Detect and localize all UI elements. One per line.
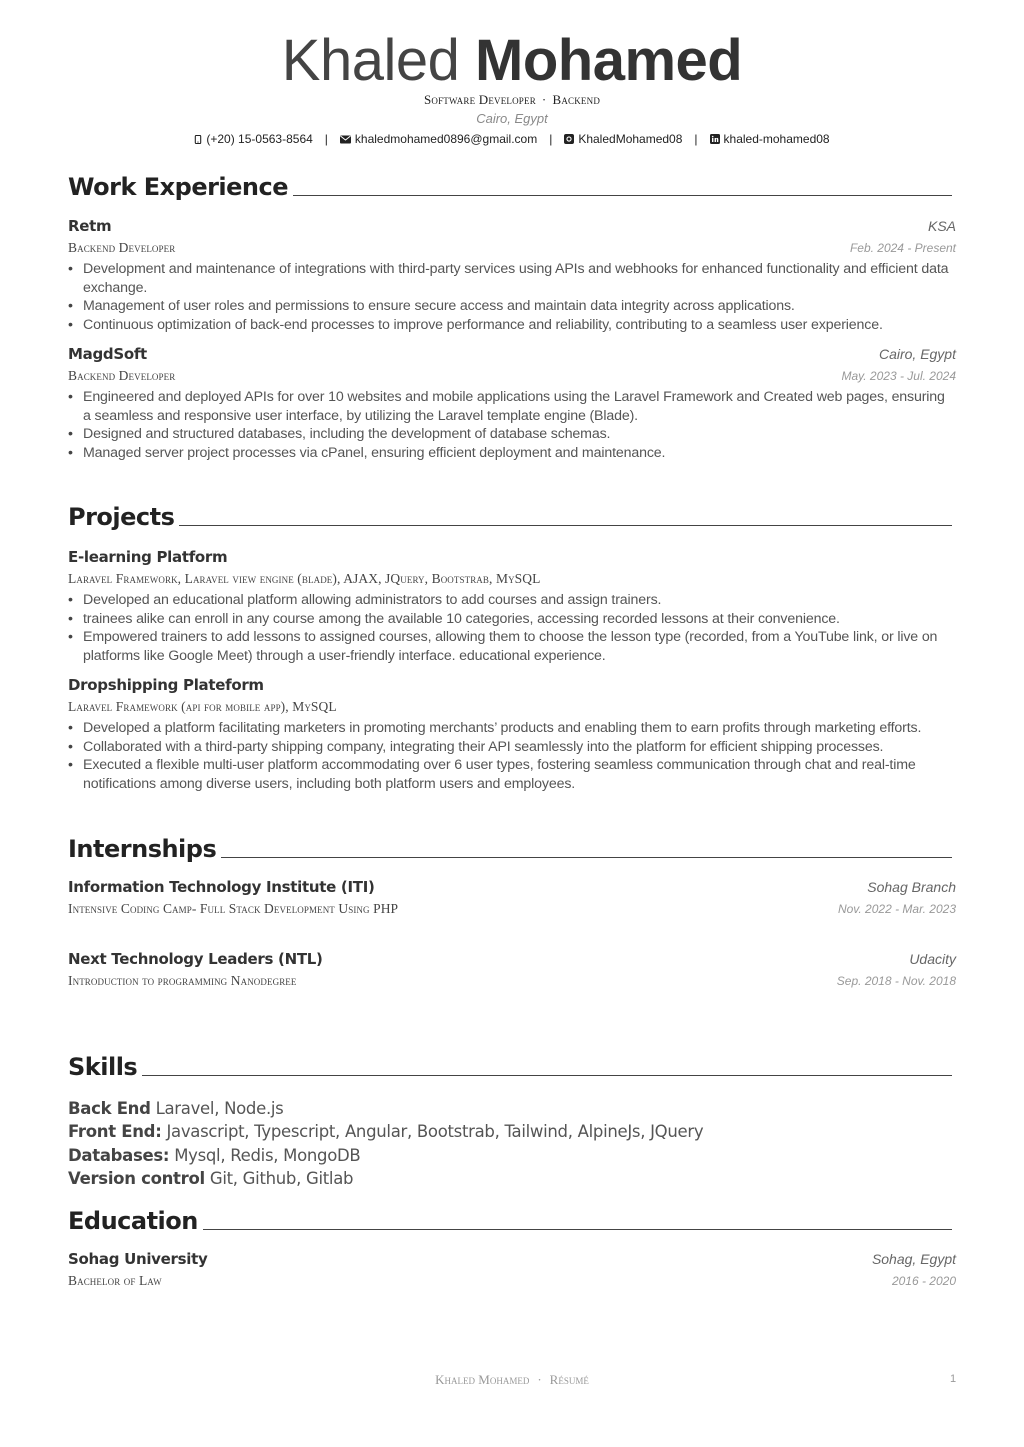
entry-role: Introduction to programming Nanodegree [68, 973, 297, 988]
entry-role: Backend Developer [68, 368, 176, 383]
section-title: Projects [68, 503, 175, 531]
entry-date: 2016 - 2020 [891, 1274, 956, 1288]
entry-organization: Next Technology Leaders (NTL) [68, 950, 323, 968]
section-title: Work Experience [68, 173, 289, 201]
contact-bar [0, 132, 1024, 146]
entry-location: Cairo, Egypt [878, 346, 956, 362]
position [0, 92, 1024, 108]
education-entry [68, 1250, 956, 1289]
section-title: Internships [68, 835, 217, 863]
skill-value: Mysql, Redis, MongoDB [174, 1145, 361, 1165]
entry-items [68, 260, 956, 334]
entry-location: Sohag, Egypt [871, 1251, 956, 1267]
github-username: KhaledMohamed08 [578, 132, 683, 146]
footer-name: Khaled Mohamed [435, 1372, 530, 1387]
project-entry [68, 676, 956, 793]
linkedin-handle: khaled-mohamed08 [723, 132, 830, 146]
section-heading [68, 835, 956, 863]
email-address: khaledmohamed0896@gmail.com [354, 132, 538, 146]
internships-section [68, 835, 956, 989]
section-rule [142, 1075, 952, 1076]
section-heading [68, 503, 956, 531]
contact-separator: | [549, 132, 553, 146]
entry-location: Udacity [909, 951, 956, 967]
page-number: 1 [950, 1373, 957, 1385]
skills-list [68, 1097, 956, 1190]
skill-label: Databases: [68, 1145, 170, 1165]
email-contact[interactable] [340, 132, 537, 146]
last-name: Mohamed [475, 28, 743, 93]
list-item: • Designed and structured databases, including the development of database schemas. [68, 425, 956, 444]
project-stack: Laravel Framework (api for mobile app), MySQL [68, 699, 337, 714]
section-rule [221, 857, 952, 858]
list-item: • Empowered trainers to add lessons to assigned courses, allowing them to choose the lesson type (recorded, from a YouTube link, or live on platforms like Google Meet) through a user-friendly interface. educational experience. [68, 628, 956, 665]
skill-row [68, 1097, 956, 1120]
project-name: E-learning Platform [68, 548, 228, 566]
footer-separator: · [537, 1372, 542, 1387]
entry-date: Sep. 2018 - Nov. 2018 [836, 974, 956, 988]
list-item: • Development and maintenance of integrations with third-party services using APIs and webhooks for enhanced functionality and efficient data exchange. [68, 260, 956, 297]
position-secondary: Backend [552, 92, 601, 107]
mobile-phone-icon [194, 135, 202, 144]
list-item: • Continuous optimization of back-end processes to improve performance and reliability, contributing to a seamless user experience. [68, 316, 956, 335]
list-item: • Engineered and deployed APIs for over 10 websites and mobile applications using the Laravel Framework and Created web pages, ensuring a seamless and responsive user interface, by utilizing the Laravel template engine (Blade). [68, 388, 956, 425]
work-entry [68, 345, 956, 462]
entry-location: KSA [927, 218, 956, 234]
skill-label: Version control [68, 1168, 205, 1188]
work-experience-section [68, 173, 956, 462]
internship-entry [68, 878, 956, 917]
project-stack: Laravel Framework, Laravel view engine (blade), AJAX, JQuery, Bootstrab, MySQL [68, 571, 541, 586]
github-icon [564, 134, 574, 144]
page-footer [0, 1372, 1024, 1388]
internship-entry [68, 950, 956, 989]
full-name [0, 30, 1024, 92]
section-heading [68, 1053, 956, 1081]
work-entry [68, 217, 956, 334]
entry-items [68, 719, 956, 793]
skill-label: Back End [68, 1099, 151, 1118]
entry-organization: Information Technology Institute (ITI) [68, 878, 375, 896]
list-item: • Managed server project processes via cPanel, ensuring efficient deployment and maintenance. [68, 444, 956, 463]
footer-doc-label: Résumé [549, 1372, 589, 1387]
list-item: • Collaborated with a third-party shipping company, integrating their API seamlessly into the platform for efficient shipping processes. [68, 738, 956, 757]
skill-value: Git, Github, Gitlab [209, 1168, 354, 1188]
skill-value: Laravel, Node.js [155, 1099, 284, 1118]
entry-date: Feb. 2024 - Present [849, 241, 956, 255]
entry-date: Nov. 2022 - Mar. 2023 [837, 902, 956, 916]
contact-separator: | [694, 132, 698, 146]
list-item: • Developed an educational platform allowing administrators to add courses and assign trainers. [68, 591, 956, 610]
entry-role: Backend Developer [68, 240, 176, 255]
address: Cairo, Egypt [476, 111, 548, 126]
section-rule [179, 525, 952, 526]
list-item: • Developed a platform facilitating marketers in promoting merchants’ products and enabling them to earn profits through marketing efforts. [68, 719, 956, 738]
entry-role: Bachelor of Law [68, 1273, 162, 1288]
skill-row [68, 1167, 956, 1190]
skill-value: Javascript, Typescript, Angular, Bootstrab, Tailwind, AlpineJs, JQuery [166, 1122, 704, 1142]
skills-section [68, 1053, 956, 1190]
entry-location: Sohag Branch [867, 879, 956, 895]
entry-role: Intensive Coding Camp- Full Stack Development Using PHP [68, 901, 399, 916]
section-heading [68, 173, 956, 201]
resume-header [0, 30, 1024, 146]
phone-number: (+20) 15-0563-8564 [206, 132, 313, 146]
skill-label: Front End: [68, 1122, 162, 1142]
projects-section [68, 503, 956, 793]
entry-items [68, 388, 956, 462]
github-contact[interactable] [564, 132, 682, 146]
entry-items [68, 591, 956, 665]
list-item: • Management of user roles and permissions to ensure secure access and maintain data integrity across applications. [68, 297, 956, 316]
linkedin-contact[interactable] [710, 132, 830, 146]
project-entry [68, 548, 956, 665]
entry-organization: MagdSoft [68, 345, 147, 363]
contact-separator: | [324, 132, 328, 146]
position-primary: Software Developer [423, 92, 536, 107]
entry-date: May. 2023 - Jul. 2024 [841, 369, 956, 383]
section-heading [68, 1207, 956, 1235]
phone-contact[interactable] [194, 132, 312, 146]
skill-row [68, 1120, 956, 1143]
first-name: Khaled [281, 28, 460, 93]
list-item: • trainees alike can enroll in any course among the available 10 categories, accessing recorded lessons at their convenience. [68, 610, 956, 629]
list-item: • Executed a flexible multi-user platform accommodating over 6 user types, fostering seamless communication through chat and real-time notifications among diverse users, including both platform users and employees. [68, 756, 956, 793]
entry-organization: Sohag University [68, 1250, 208, 1268]
section-rule [203, 1229, 952, 1230]
section-title: Skills [68, 1053, 138, 1081]
linkedin-icon [710, 134, 720, 144]
education-section [68, 1207, 956, 1289]
project-name: Dropshipping Plateform [68, 676, 264, 694]
section-title: Education [68, 1207, 198, 1235]
position-separator: · [541, 92, 547, 107]
section-rule [293, 195, 952, 196]
skill-row [68, 1144, 956, 1167]
entry-organization: Retm [68, 217, 112, 235]
envelope-icon [340, 135, 351, 144]
